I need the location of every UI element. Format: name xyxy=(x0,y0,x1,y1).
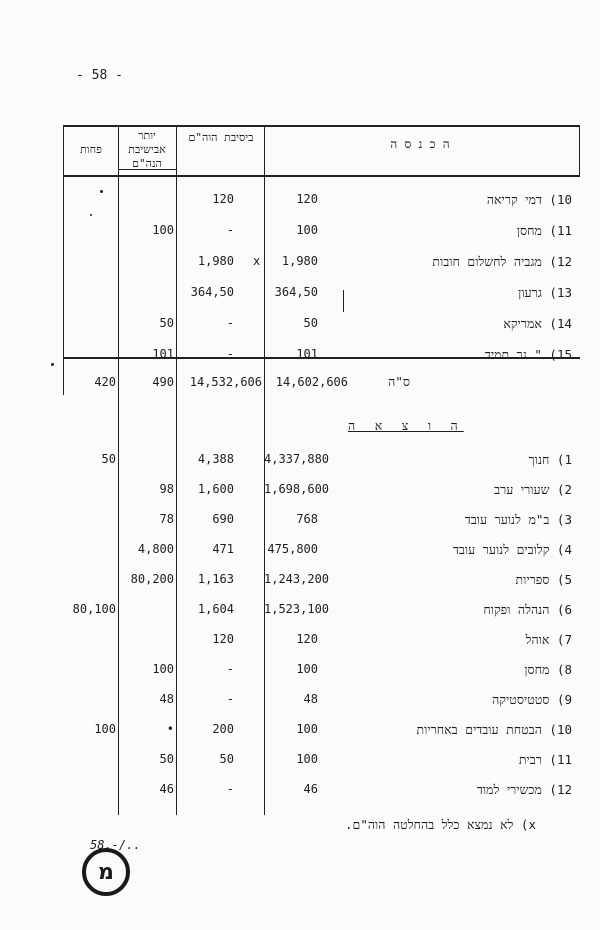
cell-session: - xyxy=(226,662,234,676)
cell-session: 4,388 xyxy=(197,452,234,466)
header-less: פחות xyxy=(80,143,102,156)
cell-amount: 101 xyxy=(296,347,318,361)
vline-excess xyxy=(118,125,119,815)
expense-section-title: ה ו צ א ה xyxy=(348,418,464,433)
total-session: 14,532,606 xyxy=(189,375,262,389)
cell-session: 1,163 xyxy=(197,572,234,586)
cell-excess: 78 xyxy=(159,512,174,526)
cell-session: - xyxy=(226,223,234,237)
cell-session: 690 xyxy=(212,512,234,526)
row-label: 9) סטטיסטיקה xyxy=(492,692,572,707)
cell-session: - xyxy=(226,782,234,796)
stray-dot xyxy=(90,214,92,216)
cell-amount: 48 xyxy=(303,692,318,706)
cell-less: 80,100 xyxy=(72,602,116,616)
cell-amount: 46 xyxy=(303,782,318,796)
cell-less: 50 xyxy=(101,452,116,466)
cell-amount: 768 xyxy=(296,512,318,526)
total-amount: 14,602,606 xyxy=(275,375,348,389)
cell-excess: 50 xyxy=(159,752,174,766)
header-excess: יותר אבישיבת הנה"ם xyxy=(128,129,166,170)
stray-dot xyxy=(51,363,54,366)
cell-amount: 100 xyxy=(296,752,318,766)
cell-session: - xyxy=(226,692,234,706)
handwritten-note: 58.-/.. xyxy=(90,838,141,852)
total-label: ס"ה xyxy=(388,374,410,389)
row-label: 14) אמריקא xyxy=(503,316,572,331)
cell-excess: 48 xyxy=(159,692,174,706)
cell-excess: 4,800 xyxy=(137,542,174,556)
row-label: 8) מחסן xyxy=(524,662,572,677)
cell-session: 471 xyxy=(212,542,234,556)
cell-excess: 80,200 xyxy=(130,572,174,586)
cell-excess: 100 xyxy=(152,662,174,676)
cell-amount: 475,800 xyxy=(267,542,318,556)
cell-amount: 1,698,600 xyxy=(264,482,330,496)
footnote: x) לא נמצא כלל בהחלטה הוה"ם. xyxy=(345,817,536,832)
cell-session: 120 xyxy=(212,192,234,206)
cell-session: 364,50 xyxy=(190,285,234,299)
footnote-mark: x xyxy=(253,254,261,268)
vline-less xyxy=(63,125,64,395)
cell-less: 100 xyxy=(94,722,116,736)
row-label: 11) רבית xyxy=(518,752,572,767)
row-label: 11) מחסן xyxy=(516,223,572,238)
cell-excess: 50 xyxy=(159,316,174,330)
cell-amount: 120 xyxy=(296,632,318,646)
cell-excess: • xyxy=(166,722,174,736)
stamp-letter: מ xyxy=(98,860,114,885)
header-bottom-rule xyxy=(63,175,580,177)
row-label: 12) מכשירי למוד xyxy=(476,782,572,797)
row-label: 1) חנוך xyxy=(528,452,572,467)
cell-session: 1,980 xyxy=(197,254,234,268)
row-label: 15) " נר תמיד xyxy=(484,347,572,362)
header-income: ה כ נ ס ה xyxy=(390,137,450,151)
row-label: 3) ב"מ לנוער עובד xyxy=(464,512,572,527)
cell-amount: 1,243,200 xyxy=(264,572,330,586)
cell-excess: 101 xyxy=(152,347,174,361)
row-label: 10) הבטחת עובדים באחריות xyxy=(416,722,572,737)
row-label: 2) שעורי ערב xyxy=(494,482,572,497)
cell-excess: 46 xyxy=(159,782,174,796)
row-label: 12) מגביה לחשלום חובות xyxy=(432,254,572,269)
row-label: 5) ספריות xyxy=(515,572,572,587)
row-label: 6) הנהלה ופקוח xyxy=(483,602,572,617)
total-excess: 490 xyxy=(152,375,174,389)
cell-amount: 100 xyxy=(296,223,318,237)
row-label: 13) גרעון xyxy=(518,285,572,300)
total-less: 420 xyxy=(94,375,116,389)
row-label: 4) קלובים לנוער עובד xyxy=(452,542,572,557)
cell-amount: 364,50 xyxy=(274,285,318,299)
stamp-icon xyxy=(80,846,132,898)
cell-session: - xyxy=(226,347,234,361)
cell-amount: 100 xyxy=(296,722,318,736)
page-number: - 58 - xyxy=(76,68,123,83)
cell-session: 1,600 xyxy=(197,482,234,496)
header-budget-session: ביסיבת הוה"ם xyxy=(188,131,254,144)
cell-amount: 4,337,880 xyxy=(264,452,330,466)
stray-tick xyxy=(343,290,344,312)
cell-session: 200 xyxy=(212,722,234,736)
row-label: 7) אוהל xyxy=(525,632,572,647)
stray-dot xyxy=(100,190,103,193)
cell-session: 1,604 xyxy=(197,602,234,616)
cell-amount: 120 xyxy=(296,192,318,206)
cell-amount: 1,523,100 xyxy=(264,602,330,616)
vline-right xyxy=(579,125,580,177)
cell-session: 50 xyxy=(219,752,234,766)
cell-excess: 98 xyxy=(159,482,174,496)
cell-session: 120 xyxy=(212,632,234,646)
cell-session: - xyxy=(226,316,234,330)
cell-amount: 100 xyxy=(296,662,318,676)
cell-excess: 100 xyxy=(152,223,174,237)
row-label: 10) דמי קריאה xyxy=(486,192,572,207)
cell-amount: 1,980 xyxy=(281,254,318,268)
table-top-rule xyxy=(63,125,580,127)
cell-amount: 50 xyxy=(303,316,318,330)
